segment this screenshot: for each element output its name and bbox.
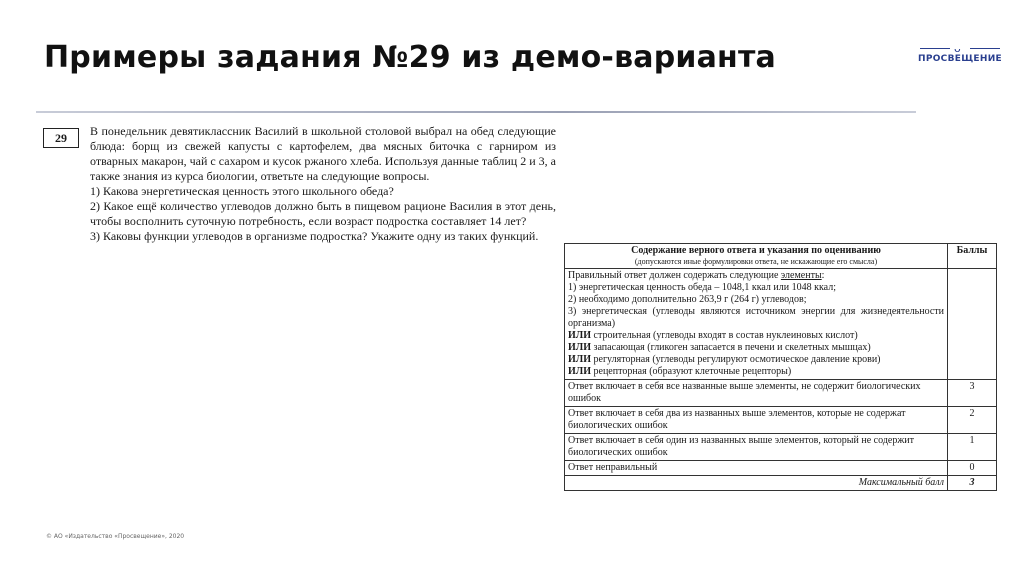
task-number: 29 (43, 128, 79, 148)
grading-header-sub: (допускаются иные формулировки ответа, не искажающие его смысла) (634, 257, 878, 266)
criteria-text: Ответ включает в себя два из названных выше элементов, которые не содержат биологических ошибок (565, 407, 948, 434)
copyright-notice: © АО «Издательство «Просвещение», 2020 (46, 533, 185, 540)
max-score-label: Максимальный балл (565, 476, 948, 491)
answer-intro-prefix: Правильный ответ должен содержать следующие (568, 270, 781, 281)
logo-line-left (920, 48, 950, 49)
logo-text: ПРОСВЕЩЕНИЕ (918, 54, 1002, 64)
grading-header-row (565, 244, 997, 269)
logo-mark-icon: ᴗ (954, 42, 961, 55)
or-keyword: ИЛИ (568, 330, 592, 341)
points-header: Баллы (948, 244, 997, 269)
criteria-row (565, 407, 997, 434)
answer-intro-suffix: : (821, 270, 825, 281)
answer-line-2: 2) необходимо дополнительно 263,9 г (264 г) углеводов; (568, 294, 807, 305)
grading-header (565, 244, 948, 269)
alternative-4-text: рецепторная (образуют клеточные рецепторы) (591, 366, 792, 377)
criteria-points: 3 (948, 380, 997, 407)
criteria-text: Ответ неправильный (565, 461, 948, 476)
or-keyword: ИЛИ (568, 354, 592, 365)
title-divider (36, 111, 916, 113)
alternative-2-text: запасающая (гликоген запасается в печени и скелетных мышцах) (591, 342, 871, 353)
criteria-row (565, 461, 997, 476)
criteria-text: Ответ включает в себя один из названных выше элементов, который не содержит биологических ошибок (565, 434, 948, 461)
alternative-1 (568, 330, 944, 342)
answer-line-1: 1) энергетическая ценность обеда – 1048,1 ккал или 1048 ккал; (568, 282, 836, 293)
criteria-text: Ответ включает в себя все названные выше элементы, не содержит биологических ошибок (565, 380, 948, 407)
answer-key-points (948, 269, 997, 380)
alternative-3-text: регуляторная (углеводы регулируют осмотическое давление крови) (591, 354, 881, 365)
alternative-2 (568, 342, 944, 354)
or-keyword: ИЛИ (568, 342, 592, 353)
alternative-4 (568, 366, 944, 378)
criteria-row (565, 380, 997, 407)
task-question-1: 1) Какова энергетическая ценность этого школьного обеда? (90, 184, 394, 198)
answer-intro-keyword: элементы (780, 270, 822, 281)
answer-intro (568, 270, 944, 282)
criteria-points: 0 (948, 461, 997, 476)
task-intro: В понедельник девятиклассник Василий в школьной столовой выбрал на обед следующие блюда: борщ из свежей капусты с картофелем, два мясных биточка с гарниром из отварных макарон, чай с сахаром и кусок ржаного хлеба. Используя данные таблиц 2 и 3, а также знания из курса биологии, ответьте на следующие вопросы. (90, 124, 556, 183)
max-score-row (565, 476, 997, 491)
logo-line-right (970, 48, 1000, 49)
task-question-2: 2) Какое ещё количество углеводов должно быть в пищевом рационе Василия в этот день, чтобы восполнить суточную потребность, если возраст подростка составляет 14 лет? (90, 199, 556, 228)
slide-title: Примеры задания №29 из демо-варианта (44, 40, 776, 75)
answer-key-row (565, 269, 997, 380)
task-question-3: 3) Каковы функции углеводов в организме подростка? Укажите одну из таких функций. (90, 229, 539, 243)
answer-key (565, 269, 948, 380)
or-keyword: ИЛИ (568, 366, 592, 377)
max-score-value: 3 (948, 476, 997, 491)
grading-header-main: Содержание верного ответа и указания по оцениванию (631, 245, 881, 256)
alternative-3 (568, 354, 944, 366)
alternative-1-text: строительная (углеводы входят в состав нуклеиновых кислот) (591, 330, 858, 341)
publisher-logo (916, 42, 1006, 68)
criteria-points: 2 (948, 407, 997, 434)
answer-line-3: 3) энергетическая (углеводы являются источником энергии для жизнедеятельности организма) (568, 306, 944, 329)
criteria-points: 1 (948, 434, 997, 461)
task-text (90, 124, 556, 244)
criteria-row (565, 434, 997, 461)
grading-table (564, 243, 997, 491)
